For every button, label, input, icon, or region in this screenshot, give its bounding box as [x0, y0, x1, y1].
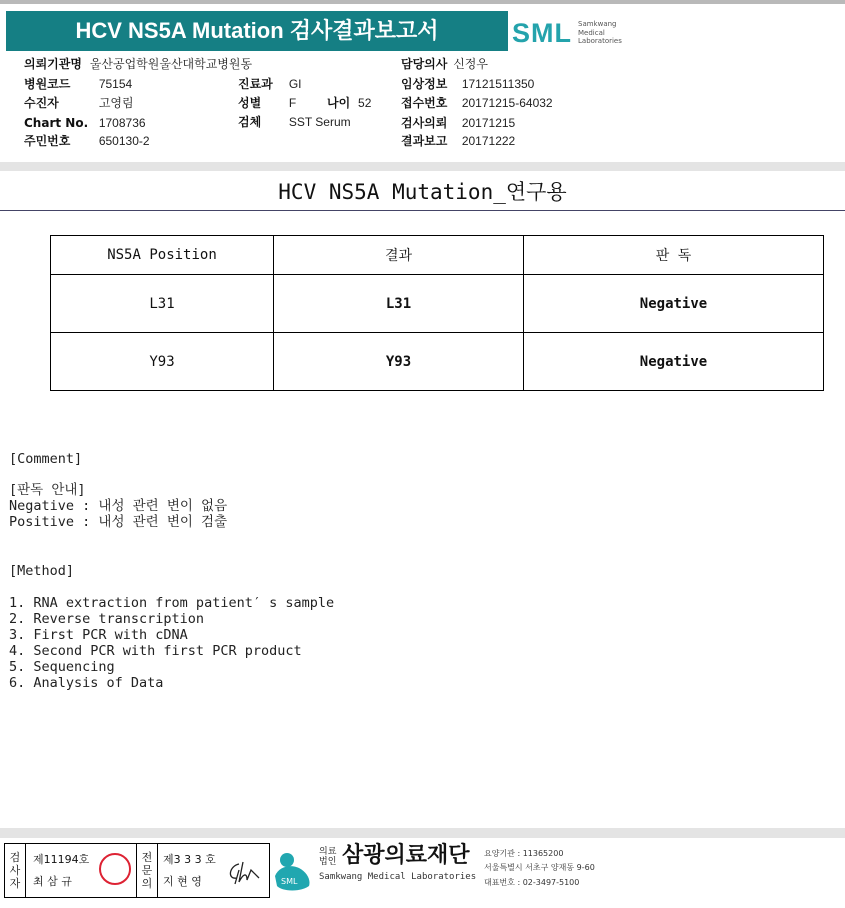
- sex-field: 성별 F: [238, 96, 297, 110]
- foundation-address: 서울특별시 서초구 양재동 9-60: [484, 863, 595, 872]
- header-result: 결과: [274, 236, 524, 275]
- signature-box: [4, 843, 270, 898]
- method-heading: [Method]: [9, 563, 75, 579]
- method-step: 1. RNA extraction from patient′ s sample: [9, 595, 335, 611]
- method-step: 5. Sequencing: [9, 659, 115, 675]
- foundation-logo-icon: [273, 846, 313, 892]
- table-row: [51, 333, 824, 391]
- request-date-field: 검사의뢰 20171215: [401, 116, 516, 130]
- results-table: [50, 235, 824, 391]
- comment-heading: [Comment]: [9, 451, 83, 467]
- department-field: 진료과 GI: [238, 77, 302, 91]
- sml-logo: [512, 18, 632, 48]
- foundation-prefix: 의료 법인: [319, 847, 337, 867]
- logo-subtext: Samkwang Medical Laboratories: [578, 20, 622, 45]
- red-seal-stamp: [99, 853, 131, 885]
- hospital-code-field: 병원코드 75154: [24, 77, 133, 91]
- foundation-english-name: Samkwang Medical Laboratories: [319, 872, 477, 882]
- method-step: 3. First PCR with cDNA: [9, 627, 188, 643]
- method-step: 4. Second PCR with first PCR product: [9, 643, 302, 659]
- cell-interpretation: Negative: [524, 333, 824, 391]
- report-title: HCV NS5A Mutation_연구용: [278, 180, 567, 204]
- header-interpretation: 판 독: [524, 236, 824, 275]
- cell-result: L31: [274, 275, 524, 333]
- logo-text: SML: [512, 18, 572, 48]
- chart-no-field: Chart No. 1708736: [24, 116, 146, 130]
- report-header-title: HCV NS5A Mutation 검사결과보고서: [6, 11, 508, 51]
- tester-name: 최 삼 규: [33, 875, 72, 888]
- cell-interpretation: Negative: [524, 275, 824, 333]
- resident-no-field: 주민번호 650130-2: [24, 134, 150, 148]
- cell-result: Y93: [274, 333, 524, 391]
- patient-field: 수진자 고영림: [24, 96, 134, 110]
- method-step: 6. Analysis of Data: [9, 675, 164, 691]
- foundation-phone: 대표번호 : 02-3497-5100: [484, 878, 580, 887]
- method-step: 2. Reverse transcription: [9, 611, 205, 627]
- tester-license: 제11194호: [33, 853, 90, 866]
- cell-position: Y93: [51, 333, 274, 391]
- guide-heading: [판독 안내]: [9, 482, 86, 498]
- title-underline: [0, 210, 845, 211]
- confirmer-label: 전 문 의: [136, 844, 158, 897]
- section-divider: [0, 162, 845, 171]
- footer-divider: [0, 828, 845, 838]
- receipt-no-field: 접수번호 20171215-64032: [401, 96, 553, 110]
- handwritten-signature: [225, 856, 265, 888]
- header-position: NS5A Position: [51, 236, 274, 275]
- confirmer-name: 지 현 영: [163, 875, 202, 888]
- table-row: [51, 275, 824, 333]
- doctor-field: 담당의사 신정우: [401, 57, 488, 71]
- top-border: [0, 0, 845, 4]
- clinical-info-field: 임상정보 17121511350: [401, 77, 535, 91]
- age-field: 나이 52: [327, 96, 372, 110]
- specimen-field: 검체 SST Serum: [238, 115, 351, 129]
- negative-guide: Negative : 내성 관련 변이 없음: [9, 498, 228, 514]
- confirmer-license: 제3 3 3 호: [163, 853, 216, 866]
- report-date-field: 결과보고 20171222: [401, 134, 516, 148]
- tester-label: 검 사 자: [5, 844, 26, 897]
- table-header-row: [51, 236, 824, 275]
- svg-text:SML: SML: [281, 877, 298, 886]
- positive-guide: Positive : 내성 관련 변이 검출: [9, 514, 228, 530]
- institution-code: 요양기관 : 11365200: [484, 849, 564, 858]
- cell-position: L31: [51, 275, 274, 333]
- institution-field: 의뢰기관명 울산공업학원울산대학교병원동: [24, 57, 253, 71]
- foundation-name: 삼광의료재단: [342, 843, 470, 868]
